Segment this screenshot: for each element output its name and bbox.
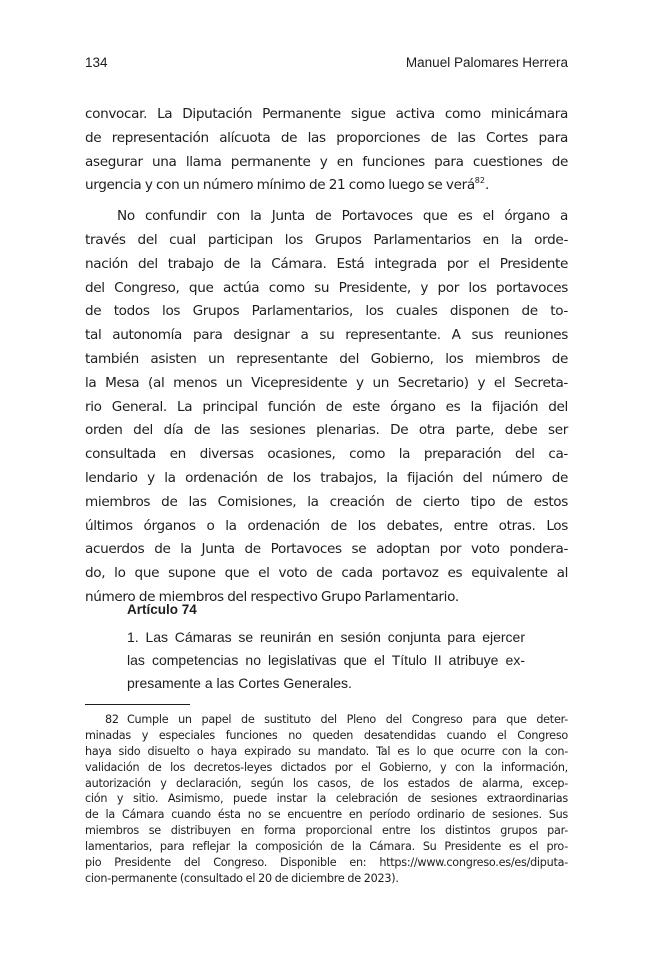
article-line: 1. Las Cámaras se reunirán en sesión conjunta para ejercer bbox=[127, 629, 525, 645]
text-line: acuerdos de la Junta de Portavoces se adoptan por voto pondera- bbox=[85, 541, 568, 558]
text-line: consultada en diversas ocasiones, como la preparación del ca- bbox=[85, 446, 568, 463]
running-head: Manuel Palomares Herrera bbox=[405, 55, 568, 70]
text-line: de todos los Grupos Parlamentarios, los cuales disponen de to- bbox=[85, 303, 568, 320]
paragraph bbox=[85, 103, 568, 198]
article-title: Artículo 74 bbox=[127, 602, 197, 617]
article-quote bbox=[127, 600, 525, 695]
footnote-line: autorización y declaración, según los casos, de los estados de alarma, excep- bbox=[85, 776, 568, 790]
text-line: través del cual participan los Grupos Parlamentarios en la orde- bbox=[85, 231, 568, 248]
text-line: del Congreso, que actúa como su Presidente, y por los portavoces bbox=[85, 279, 568, 296]
text-line: No confundir con la Junta de Portavoces que es el órgano a bbox=[117, 208, 568, 225]
page-header bbox=[85, 55, 568, 75]
article-line: presamente a las Cortes Generales. bbox=[127, 675, 352, 691]
footnote-line bbox=[85, 712, 568, 728]
footnote-divider bbox=[85, 704, 190, 705]
text-line: convocar. La Diputación Permanente sigue activa como minicámara bbox=[85, 106, 568, 122]
text-line: nación del trabajo de la Cámara. Está integrada por el Presidente bbox=[85, 255, 568, 272]
text-line: de representación alícuota de las proporciones de las Cortes para bbox=[85, 129, 568, 146]
text-line: la Mesa (al menos un Vicepresidente y un Secretario) y el Secreta- bbox=[85, 374, 568, 391]
body-text bbox=[85, 103, 568, 610]
text-line: número de miembros del respectivo Grupo Parlamentario. bbox=[85, 588, 459, 605]
footnote-line: de la Cámara cuando ésta no se encuentre en período ordinario de sesiones. Sus bbox=[85, 808, 568, 822]
article-line: las competencias no legislativas que el Título II atribuye ex- bbox=[127, 652, 525, 668]
page-number: 134 bbox=[85, 55, 108, 70]
footnote-line: minadas y especiales funciones no queden desatendidas cuando el Congreso bbox=[85, 728, 568, 742]
footnote-line: lamentarios, para reflejar la composición de la Cámara. Su Presidente es el pro- bbox=[85, 840, 568, 854]
footnote-line: haya sido disuelto o haya expirado su mandato. Tal es lo que ocurre con la con- bbox=[85, 744, 568, 758]
footnote bbox=[85, 712, 568, 887]
text-line: lendario y la ordenación de los trabajos, la fijación del número de bbox=[85, 469, 568, 486]
text-line: orden del día de las sesiones plenarias. De otra parte, debe ser bbox=[85, 422, 568, 439]
footnote-reference[interactable]: 82 bbox=[474, 176, 485, 186]
text-line: rio General. La principal función de este órgano es la fijación del bbox=[85, 398, 568, 415]
text-line: urgencia y con un número mínimo de 21 como luego se verá$^{82}$. bbox=[85, 176, 489, 194]
footnote-line: pio Presidente del Congreso. Disponible en: https://www.congreso.es/es/diputa- bbox=[85, 856, 568, 870]
footnote-line: validación de los decretos-leyes dictados por el Gobierno, y con la información, bbox=[85, 760, 568, 774]
text-line: últimos órganos o la ordenación de los debates, entre otras. Los bbox=[85, 517, 568, 534]
text-line: tal autonomía para designar a su representante. A sus reuniones bbox=[85, 327, 568, 344]
text-line-content: urgencia y con un número mínimo de 21 como luego se verá bbox=[85, 177, 475, 194]
text-line: también asisten un representante del Gobierno, los miembros de bbox=[85, 350, 568, 367]
footnote-line: miembros se distribuyen en forma proporcional entre los distintos grupos par- bbox=[85, 824, 568, 838]
footnote-line: ción y sitio. Asimismo, puede instar la celebración de sesiones extraordinarias bbox=[85, 792, 568, 806]
text-line: do, lo que supone que el voto de cada portavoz es equivalente al bbox=[85, 565, 568, 582]
footnote-line: cion-permanente (consultado el 20 de diciembre de 2023). bbox=[85, 871, 399, 885]
paragraph bbox=[85, 205, 568, 610]
footnote-number: 82 bbox=[105, 713, 119, 726]
text-line: miembros de las Comisiones, la creación de cierto tipo de estos bbox=[85, 493, 568, 510]
footnote-text: Cumple un papel de sustituto del Pleno del Congreso para que deter- bbox=[127, 713, 568, 726]
text-line: asegurar una llama permanente y en funciones para cuestiones de bbox=[85, 153, 568, 170]
